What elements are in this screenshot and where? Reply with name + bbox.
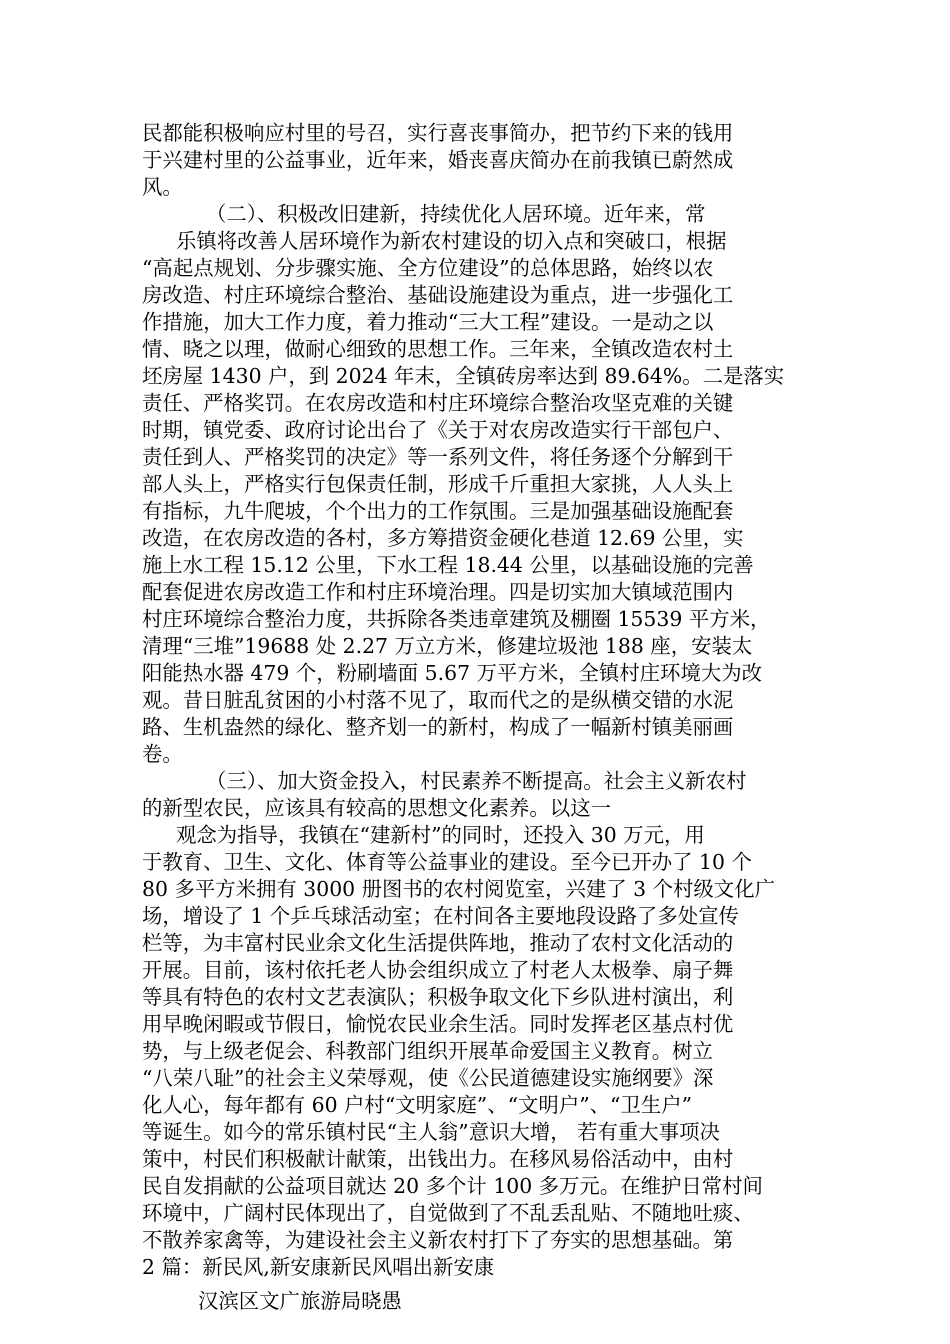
text-line: 等具有特色的农村文艺表演队；积极争取文化下乡队进村演出，利: [142, 985, 734, 1009]
text-line: 卷。: [142, 742, 183, 766]
author-line: 汉滨区文广旅游局晓愚: [198, 1289, 402, 1313]
text-line: 乐镇将改善人居环境作为新农村建设的切入点和突破口，根据: [176, 229, 727, 253]
text-line: 于教育、卫生、文化、体育等公益事业的建设。至今已开办了 10 个: [142, 850, 752, 874]
text-line: 用早晚闲暇或节假日，愉悦农民业余生活。同时发挥老区基点村优: [142, 1012, 734, 1036]
text-line: 等诞生。如今的常乐镇村民“主人翁”意识大增， 若有重大事项决: [142, 1120, 720, 1144]
text-line: 策中，村民们积极献计献策，出钱出力。在移风易俗活动中，由村: [142, 1147, 734, 1171]
text-line: 情、晓之以理，做耐心细致的思想工作。三年来，全镇改造农村土: [142, 337, 734, 361]
text-line: 化人心，每年都有 60 户村“文明家庭”、“文明户”、“卫生户”: [142, 1093, 693, 1117]
text-line: 责任、严格奖罚。在农房改造和村庄环境综合整治攻坚克难的关键: [142, 391, 734, 415]
text-line: 的新型农民，应该具有较高的思想文化素养。以这一: [142, 796, 611, 820]
paragraph-heading-2: （二）、积极改旧建新，持续优化人居环境。近年来，常: [206, 202, 706, 226]
text-line: 风。: [142, 175, 183, 199]
text-line: “高起点规划、分步骤实施、全方位建设”的总体思路，始终以农: [142, 256, 714, 280]
text-line: 开展。目前，该村依托老人协会组织成立了村老人太极拳、扇子舞: [142, 958, 734, 982]
text-line: 不散养家禽等，为建设社会主义新农村打下了夯实的思想基础。第: [142, 1228, 734, 1252]
text-line: 村庄环境综合整治力度，共拆除各类违章建筑及棚圈 15539 平方米，: [142, 607, 771, 631]
text-line: 阳能热水器 479 个，粉刷墙面 5.67 万平方米，全镇村庄环境大为改: [142, 661, 763, 685]
text-line: 清理“三堆”19688 处 2.27 万立方米，修建垃圾池 188 座，安装太: [142, 634, 753, 658]
text-line: 有指标，九牛爬坡，个个出力的工作氛围。三是加强基础设施配套: [142, 499, 734, 523]
text-line: 环境中，广阔村民体现出了，自觉做到了不乱丢乱贴、不随地吐痰、: [142, 1201, 754, 1225]
text-line: 坯房屋 1430 户，到 2024 年末，全镇砖房率达到 89.64%。二是落实: [142, 364, 785, 388]
text-line: 民自发捐献的公益项目就达 20 多个计 100 多万元。在维护日常村间: [142, 1174, 763, 1198]
section-title: 2 篇：新民风,新安康新民风唱出新安康: [142, 1255, 495, 1279]
text-line: 势，与上级老促会、科教部门组织开展革命爱国主义教育。树立: [142, 1039, 713, 1063]
text-line: 施上水工程 15.12 公里，下水工程 18.44 公里，以基础设施的完善: [142, 553, 754, 577]
paragraph-heading-3: （三）、加大资金投入，村民素养不断提高。社会主义新农村: [206, 769, 747, 793]
text-line: 作措施，加大工作力度，着力推动“三大工程”建设。一是动之以: [142, 310, 714, 334]
text-line: 路、生机盎然的绿化、整齐划一的新村，构成了一幅新村镇美丽画: [142, 715, 734, 739]
text-line: 民都能积极响应村里的号召，实行喜丧事简办，把节约下来的钱用: [142, 121, 734, 145]
text-line: 场，增设了 1 个乒乓球活动室；在村间各主要地段设路了多处宣传: [142, 904, 739, 928]
text-line: 房改造、村庄环境综合整治、基础设施建设为重点，进一步强化工: [142, 283, 734, 307]
text-line: 观念为指导，我镇在“建新村”的同时，还投入 30 万元，用: [176, 823, 705, 847]
text-line: 责任到人、严格奖罚的决定》等一系列文件，将任务逐个分解到干: [142, 445, 734, 469]
text-line: 于兴建村里的公益事业，近年来，婚丧喜庆简办在前我镇已蔚然成: [142, 148, 734, 172]
text-line: 观。昔日脏乱贫困的小村落不见了，取而代之的是纵横交错的水泥: [142, 688, 734, 712]
text-line: 栏等，为丰富村民业余文化生活提供阵地，推动了农村文化活动的: [142, 931, 734, 955]
text-line: 部人头上，严格实行包保责任制，形成千斤重担大家挑，人人头上: [142, 472, 734, 496]
text-line: 配套促进农房改造工作和村庄环境治理。四是切实加大镇域范围内: [142, 580, 734, 604]
text-line: 时期，镇党委、政府讨论出台了《关于对农房改造实行干部包户、: [142, 418, 734, 442]
text-line: “八荣八耻”的社会主义荣辱观，使《公民道德建设实施纲要》深: [142, 1066, 714, 1090]
text-line: 改造，在农房改造的各村，多方筹措资金硬化巷道 12.69 公里，实: [142, 526, 744, 550]
text-line: 80 多平方米拥有 3000 册图书的农村阅览室，兴建了 3 个村级文化广: [142, 877, 775, 901]
